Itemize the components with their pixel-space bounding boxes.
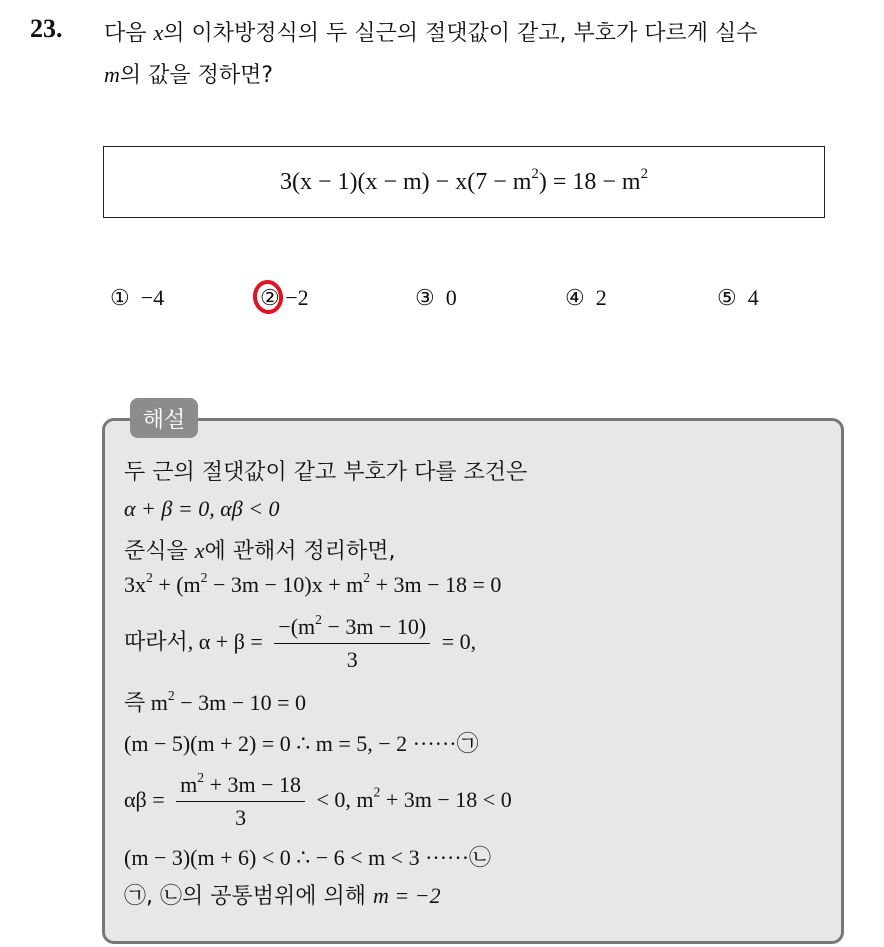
fraction-2: $\frac{m^2 + 3m - 18}{3}$	[176, 772, 305, 832]
solution-line-7: (m − 5)(m + 2) = 0 ∴ m = 5, − 2 ······㉠	[124, 731, 479, 756]
solution-line-10: ㉠, ㉡의 공통범위에 의해 m = −2	[124, 883, 441, 909]
solution-line-2: α + β = 0, αβ < 0	[124, 496, 280, 521]
solution-line-3: 준식을 x에 관해서 정리하면,	[124, 538, 396, 564]
choice-2[interactable]: ② −2	[260, 285, 309, 310]
choice-3[interactable]: ③ 0	[415, 285, 457, 310]
solution-line-9: (m − 3)(m + 6) < 0 ∴ − 6 < m < 3 ······㉡	[124, 845, 492, 870]
question-text-line2: m의 값을 정하면?	[104, 62, 274, 88]
equation-box	[103, 146, 825, 218]
solution-line-6: 즉 $m^2 - 3m - 10 = 0$	[124, 687, 307, 715]
solution-tag: 해설	[130, 398, 198, 438]
question-text-line1: 다음 x의 이차방정식의 두 실근의 절댓값이 같고, 부호가 다르게 실수	[104, 20, 758, 46]
solution-line-4: $3x^2 + (m^2 - 3m - 10)x + m^2 + 3m - 18 = 0$	[124, 569, 502, 597]
choice-5[interactable]: ⑤ 4	[717, 285, 759, 310]
solution-line-8: αβ = $\frac{m^2 + 3m - 18}{3}$ < 0, $m^2 + 3m - 18 < 0$	[124, 769, 512, 831]
solution-line-5: 따라서, α + β = $\frac{-(m^2 - 3m - 10)}{3}$ = 0,	[124, 611, 477, 673]
question-number: 23.	[30, 14, 63, 43]
choice-4[interactable]: ④ 2	[565, 285, 607, 310]
equation: $3(x - 1)(x - m) - x(7 - m^2) = 18 - m^2$	[279, 165, 649, 195]
solution-line-1: 두 근의 절댓값이 같고 부호가 다를 조건은	[124, 460, 528, 485]
choice-1[interactable]: ① −4	[110, 285, 165, 310]
fraction-1: $\frac{-(m^2 - 3m - 10)}{3}$	[274, 614, 430, 674]
answer-circle-mark	[252, 277, 286, 317]
